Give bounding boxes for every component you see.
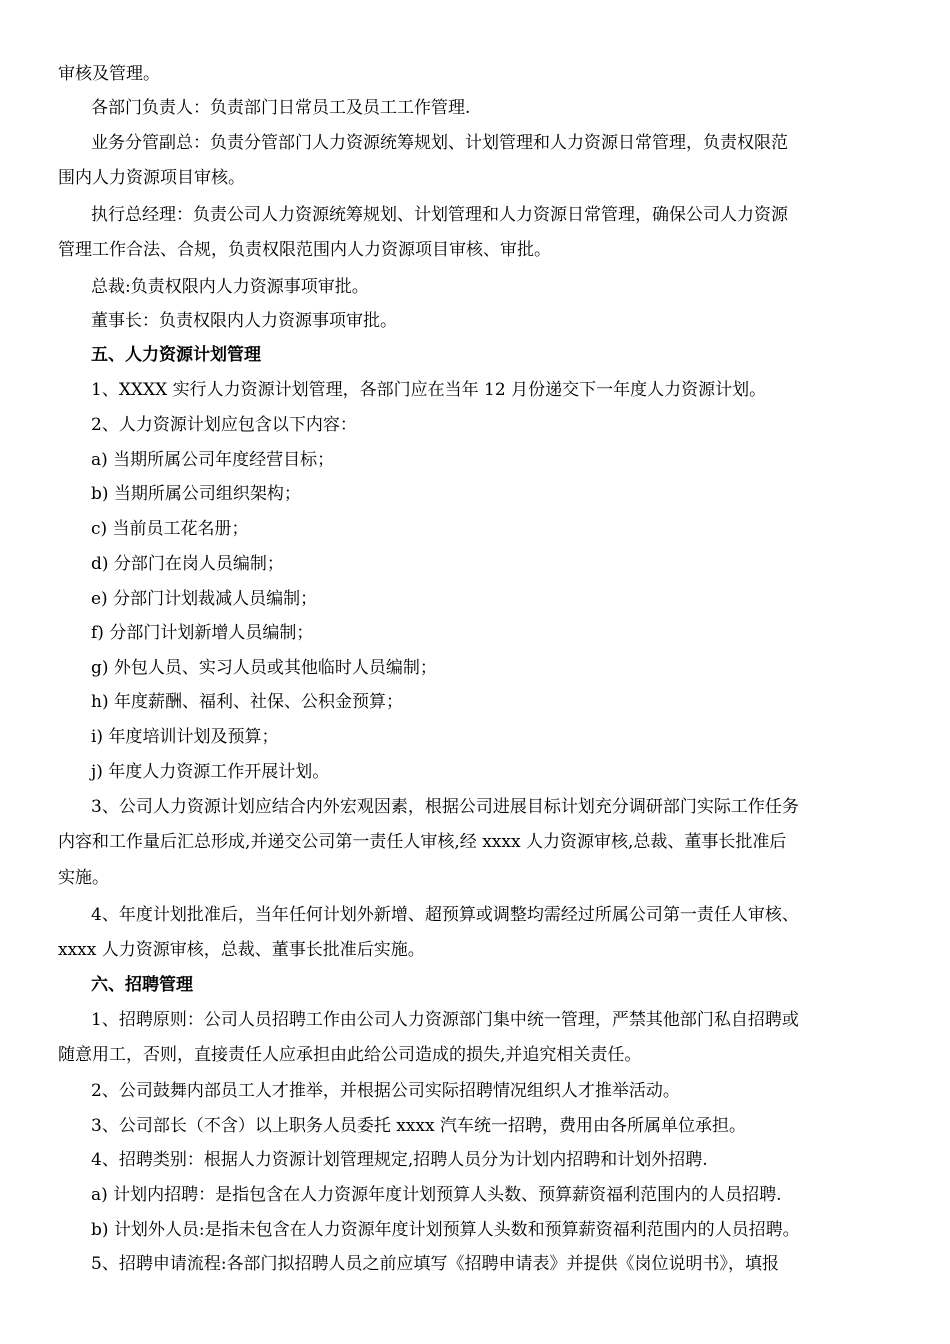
text-line: 2、人力资源计划应包含以下内容： bbox=[91, 415, 357, 435]
list-item: a) 当期所属公司年度经营目标； bbox=[91, 450, 335, 470]
list-item: f) 分部门计划新增人员编制； bbox=[91, 623, 314, 643]
text-line: 1、XXXX 实行人力资源计划管理，各部门应在当年 12 月份递交下一年度人力资源计划。 bbox=[91, 380, 767, 400]
text-line: 总裁:负责权限内人力资源事项审批。 bbox=[91, 277, 369, 297]
text-line: 3、公司人力资源计划应结合内外宏观因素，根据公司进展目标计划充分调研部门实际工作任务 bbox=[91, 797, 799, 817]
list-item: d) 分部门在岗人员编制； bbox=[91, 554, 284, 574]
text-line: 随意用工，否则，直接责任人应承担由此给公司造成的损失,并追究相关责任。 bbox=[58, 1045, 642, 1065]
list-item: g) 外包人员、实习人员或其他临时人员编制； bbox=[91, 658, 437, 678]
text-line: 4、招聘类别：根据人力资源计划管理规定,招聘人员分为计划内招聘和计划外招聘. bbox=[91, 1150, 708, 1170]
text-line: 管理工作合法、合规，负责权限范围内人力资源项目审核、审批。 bbox=[58, 240, 551, 260]
text-line: 审核及管理。 bbox=[58, 64, 160, 84]
section-heading: 五、人力资源计划管理 bbox=[91, 345, 261, 365]
text-line: 执行总经理：负责公司人力资源统筹规划、计划管理和人力资源日常管理，确保公司人力资源 bbox=[91, 205, 788, 225]
list-item: e) 分部门计划裁减人员编制； bbox=[91, 589, 318, 609]
list-item: i) 年度培训计划及预算； bbox=[91, 727, 279, 747]
text-line: 3、公司部长（不含）以上职务人员委托 xxxx 汽车统一招聘，费用由各所属单位承担。 bbox=[91, 1116, 746, 1136]
section-heading: 六、招聘管理 bbox=[91, 975, 193, 995]
list-item: b) 计划外人员:是指未包含在人力资源年度计划预算人头数和预算薪资福利范围内的人员招聘。 bbox=[91, 1220, 800, 1240]
list-item: b) 当期所属公司组织架构； bbox=[91, 484, 301, 504]
text-line: 2、公司鼓舞内部员工人才推举，并根据公司实际招聘情况组织人才推举活动。 bbox=[91, 1081, 680, 1101]
list-item: a) 计划内招聘：是指包含在人力资源年度计划预算人头数、预算薪资福利范围内的人员招聘. bbox=[91, 1185, 782, 1205]
list-item: h) 年度薪酬、福利、社保、公积金预算； bbox=[91, 692, 403, 712]
text-line: 实施。 bbox=[58, 868, 109, 888]
text-line: 业务分管副总：负责分管部门人力资源统筹规划、计划管理和人力资源日常管理，负责权限范 bbox=[91, 133, 788, 153]
text-line: 1、招聘原则：公司人员招聘工作由公司人力资源部门集中统一管理，严禁其他部门私自招聘或 bbox=[91, 1010, 799, 1030]
list-item: c) 当前员工花名册； bbox=[91, 519, 249, 539]
text-line: xxxx 人力资源审核，总裁、董事长批准后实施。 bbox=[58, 940, 425, 960]
text-line: 5、招聘申请流程:各部门拟招聘人员之前应填写《招聘申请表》并提供《岗位说明书》，填报 bbox=[91, 1254, 780, 1274]
text-line: 4、年度计划批准后，当年任何计划外新增、超预算或调整均需经过所属公司第一责任人审核、 bbox=[91, 905, 799, 925]
text-line: 董事长：负责权限内人力资源事项审批。 bbox=[91, 311, 397, 331]
list-item: j) 年度人力资源工作开展计划。 bbox=[91, 762, 330, 782]
text-line: 内容和工作量后汇总形成,并递交公司第一责任人审核,经 xxxx 人力资源审核,总裁、董事长批准后 bbox=[58, 832, 787, 852]
text-line: 各部门负责人：负责部门日常员工及员工工作管理. bbox=[91, 98, 471, 118]
text-line: 围内人力资源项目审核。 bbox=[58, 168, 245, 188]
